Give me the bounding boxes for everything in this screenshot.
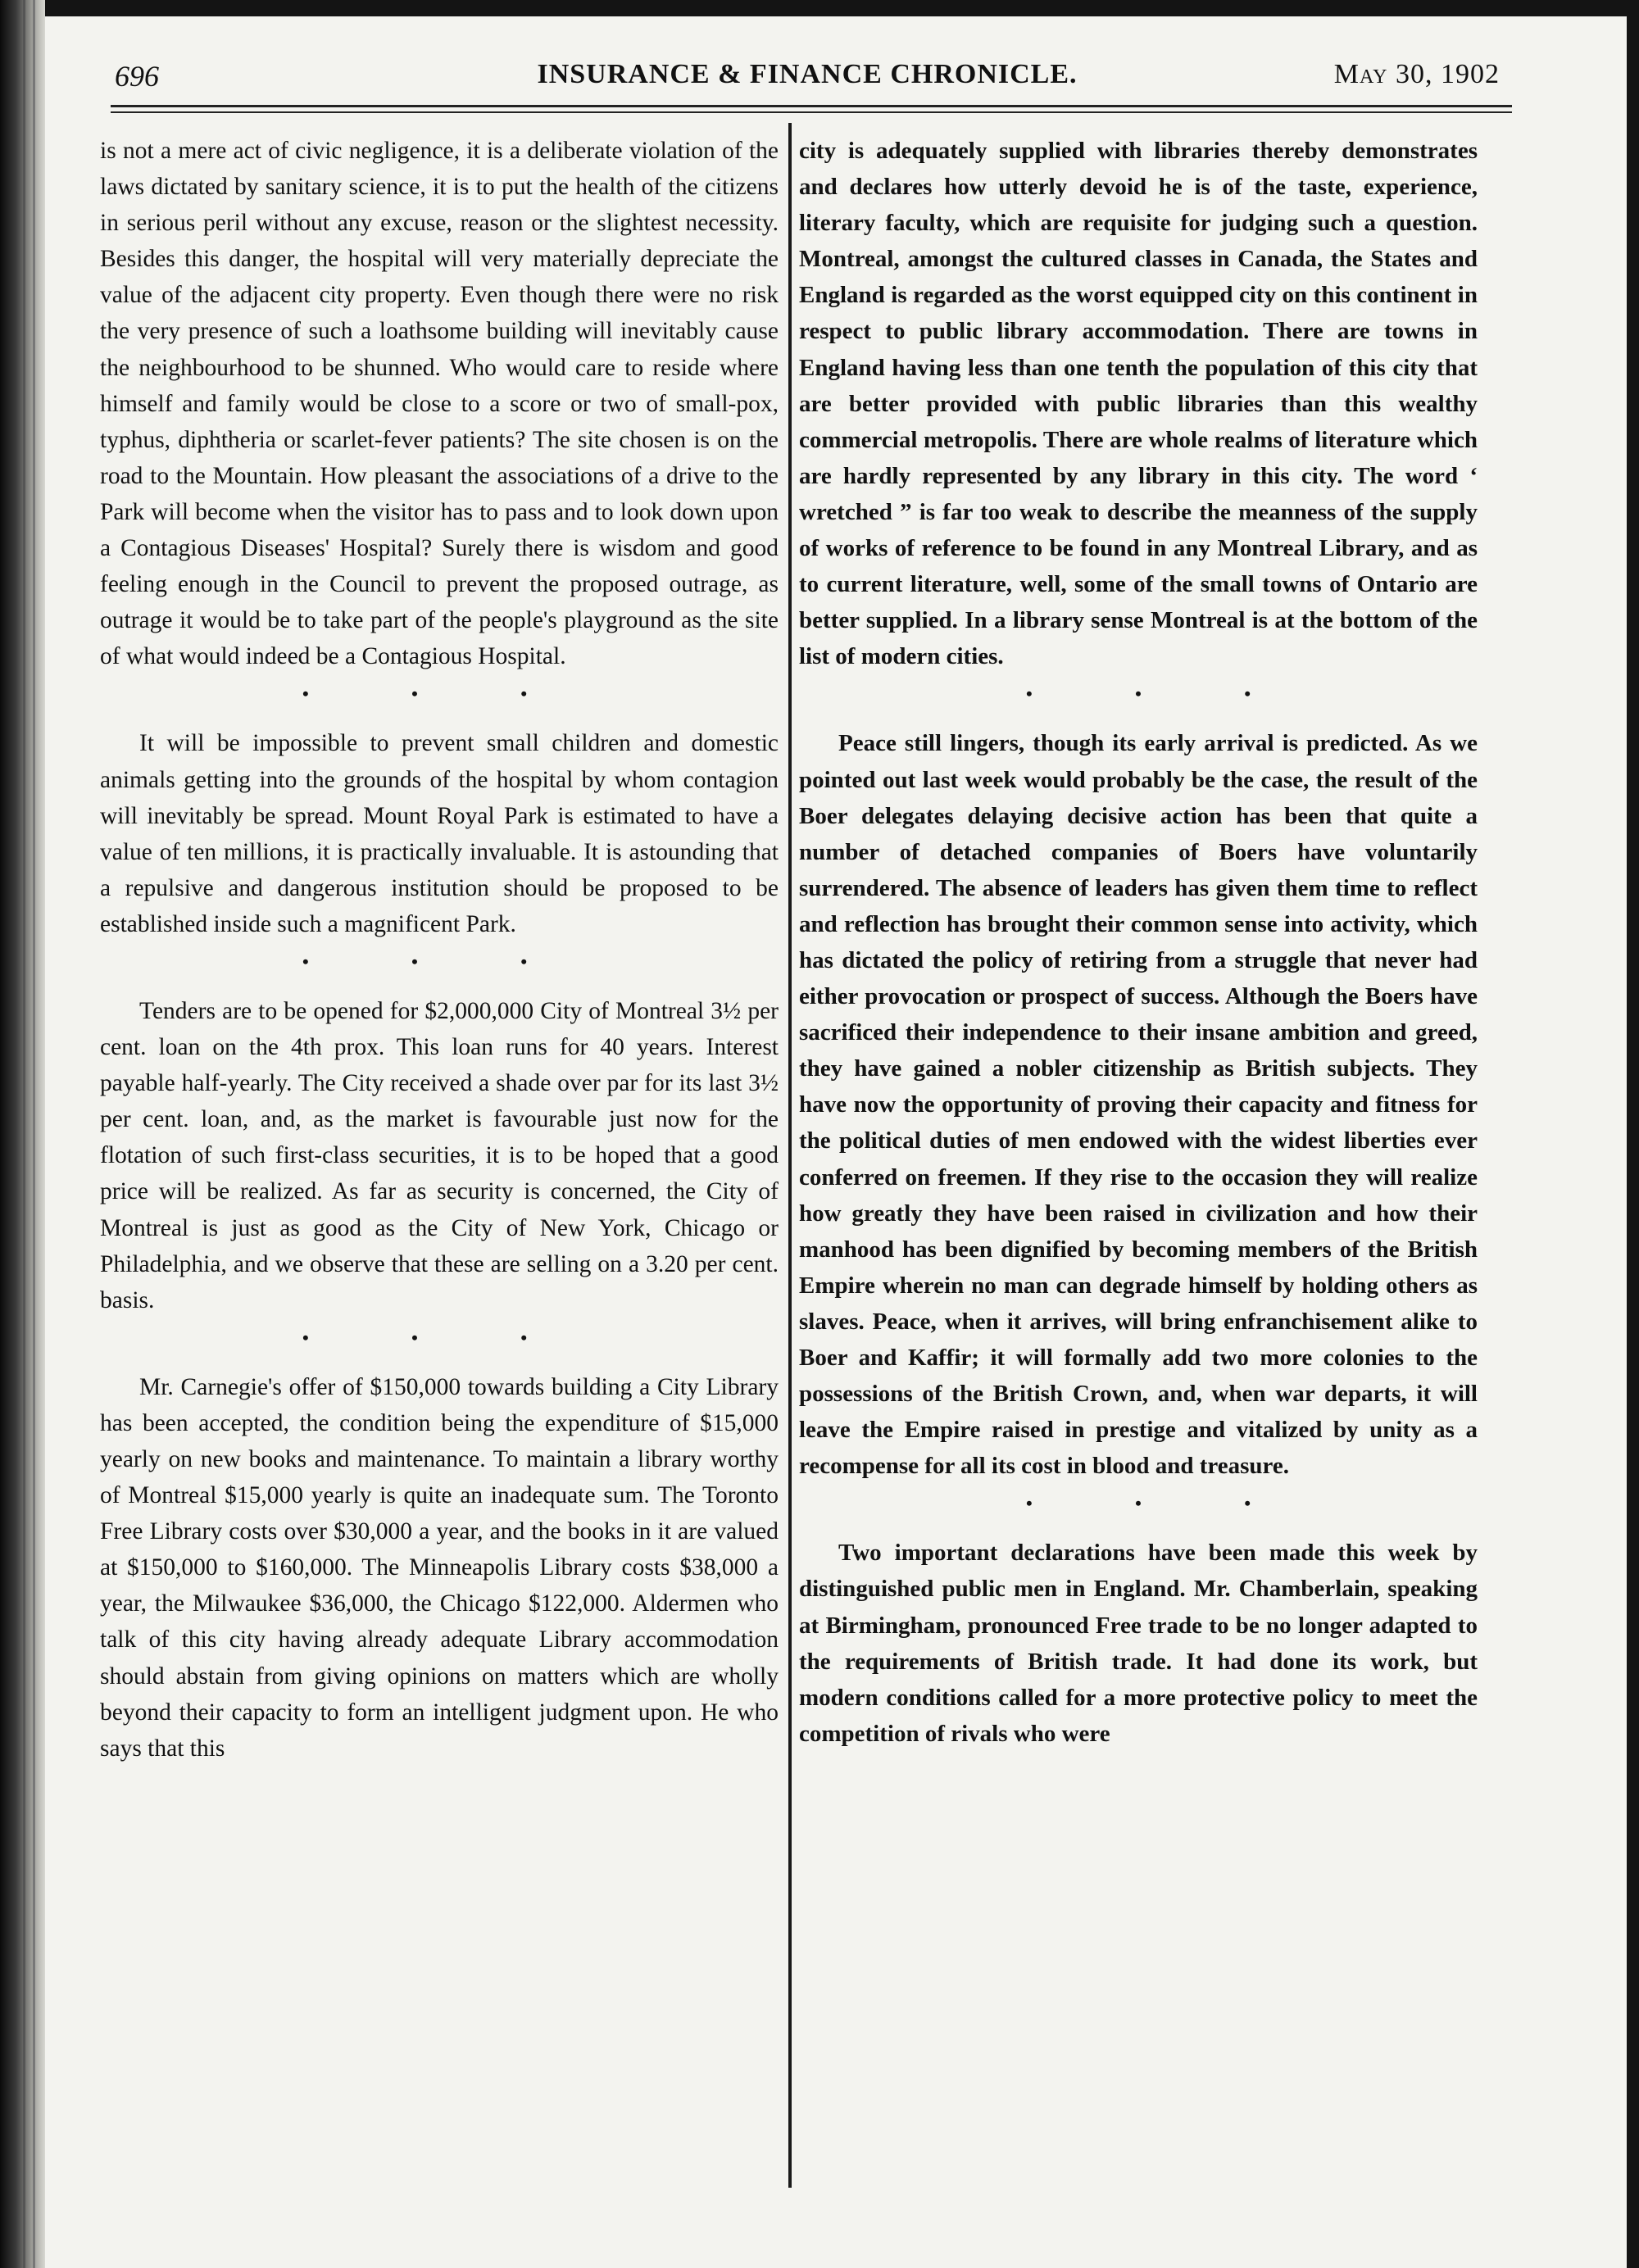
article-paragraph: Tenders are to be opened for $2,000,000 City of Montreal 3½ per cent. loan on the 4th prox. This loan runs for 40 years. Interest payable half-yearly. The City received a shade over par for its last 3½ per cent. loan, and, as the market is favourable just now for the flotation of such first-class securities, it is to be hoped that a good price will be realized. As far as security is concerned, the City of Montreal is just as good as the City of New York, Chicago or Philadelphia, and we observe that these are selling on a 3.20 per cent. basis.	[100, 997, 779, 1313]
header-rule	[111, 111, 1512, 113]
article-paragraph: Mr. Carnegie's offer of $150,000 towards building a City Library has been accepted, the condition being the expenditure of $15,000 yearly on new books and maintenance. To maintain a library worthy of Montreal $15,000 yearly is quite an inadequate sum. The Toronto Free Library costs over $30,000 a year, and the books in it are valued at $150,000 to $160,000. The Minneapolis Library costs $38,000 a year, the Milwaukee $36,000, the Chicago $122,000. Aldermen who talk of this city having already adequate Library accommodation should abstain from giving opinions on matters which are wholly beyond their capacity to form an intelligent judgment upon. He who says that this	[100, 1373, 779, 1762]
book-spine-edge	[0, 0, 45, 2268]
journal-title: INSURANCE & FINANCE CHRONICLE.	[537, 59, 1078, 89]
section-separator: • • •	[302, 683, 577, 705]
page-number: 696	[115, 60, 159, 93]
issue-date: May 30, 1902	[1333, 59, 1500, 89]
article-paragraph: is not a mere act of civic negligence, it is a deliberate violation of the laws dictated by sanitary science, it is to put the health of the citizens in serious peril without any excuse, reason or the slightest necessity. Besides this danger, the hospital will very materially depreciate the value of the adjacent city property. Even though there were no risk the very presence of such a loathsome building will inevitably cause the neighbourhood to be shunned. Who would care to reside where himself and family would be close to a score or two of small-pox, typhus, diphtheria or scarlet-fever patients? The site chosen is on the road to the Mountain. How pleasant the associations of a drive to the Park will become when the visitor has to pass and to look down upon a Contagious Diseases' Hospital? Surely there is wisdom and good feeling enough in the Council to prevent the proposed outrage, as outrage it would be to take part of the people's playground as the site of what would indeed be a Contagious Hospital.	[100, 138, 779, 670]
right-column	[799, 133, 1478, 1752]
spine-line	[23, 0, 25, 2268]
running-header	[115, 59, 1500, 108]
article-paragraph: Peace still lingers, though its early arrival is predicted. As we pointed out last week would probably be the case, the result of the Boer delegates delaying decisive action has been that quite a number of detached companies of Boers have voluntarily surrendered. The absence of leaders has given them time to reflect and reflection has brought their common sense into activity, which has dictated the policy of retiring from a struggle that never had either provocation or prospect of success. Although the Boers have sacrificed their independence to their insane ambition and greed, they have gained a nobler citizenship as British subjects. They have now the opportunity of proving their capacity and fitness for the political duties of men endowed with the widest liberties ever conferred on freemen. If they rise to the occasion they will realize how greatly they have been raised in civilization and how their manhood has been dignified by becoming members of the British Empire wherein no man can degrade himself by holding others as slaves. Peace, when it arrives, will bring enfranchisement alike to Boer and Kaffir; it will formally add two more colonies to the possessions of the British Crown, and, when war departs, it will leave the Empire raised in prestige and vitalized by unity as a recompense for all its cost in blood and treasure.	[799, 730, 1478, 1480]
header-rule	[111, 105, 1512, 107]
left-column	[100, 133, 779, 1767]
article-paragraph: It will be impossible to prevent small children and domestic animals getting into the grounds of the hospital by whom contagion will inevitably be spread. Mount Royal Park is estimated to have a value of ten millions, it is practically invaluable. It is astounding that a repulsive and dangerous institution should be proposed to be established inside such a magnificent Park.	[100, 730, 779, 937]
section-separator: • • •	[1025, 1493, 1301, 1514]
section-separator: • • •	[302, 1327, 577, 1348]
spine-line	[33, 0, 35, 2268]
column-divider	[788, 123, 792, 2188]
article-paragraph: city is adequately supplied with libraries thereby demonstrates and declares how utterly devoid he is of the taste, experience, literary faculty, which are requisite for judging such a question. Montreal, amongst the cultured classes in Canada, the States and England is regarded as the worst equipped city on this continent in respect to public library accommodation. There are towns in England having less than one tenth the population of this city that are better provided with public libraries than this wealthy commercial metropolis. There are whole realms of literature which are hardly represented by any library in this city. The word ‘ wretched ” is far too weak to describe the meanness of the supply of works of reference to be found in any Montreal Library, and as to current literature, well, some of the small towns of Ontario are better supplied. In a library sense Montreal is at the bottom of the list of modern cities.	[799, 138, 1478, 670]
section-separator: • • •	[1025, 683, 1301, 705]
section-separator: • • •	[302, 950, 577, 972]
article-paragraph: Two important declarations have been made this week by distinguished public men in England. Mr. Chamberlain, speaking at Birmingham, pronounced Free trade to be no longer adapted to the requirements of British trade. It had done its work, but modern conditions called for a more protective policy to meet the competition of rivals who were	[799, 1540, 1478, 1747]
